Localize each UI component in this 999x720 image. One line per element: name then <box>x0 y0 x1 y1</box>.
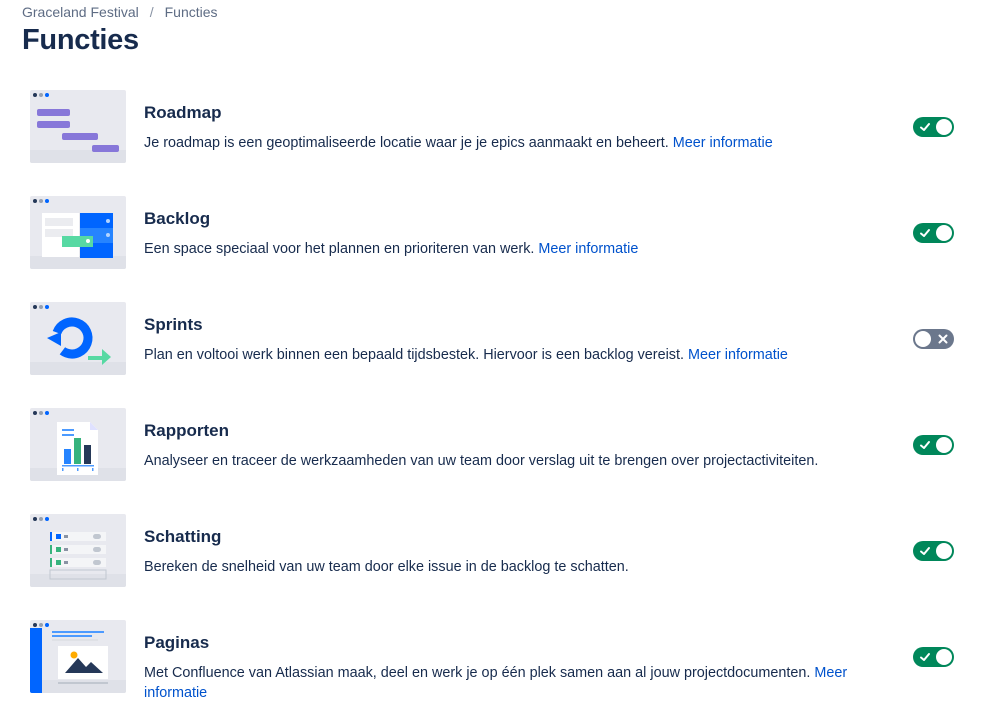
feature-title: Backlog <box>144 209 211 228</box>
feature-title: Paginas <box>144 633 210 652</box>
feature-description: Analyseer en traceer de werkzaamheden van uw team door verslag uit te brengen over projectactiviteiten. <box>144 453 819 469</box>
more-info-link[interactable]: Meer informatie <box>687 347 788 363</box>
feature-sprints <box>30 302 960 376</box>
feature-description: Een space speciaal voor het plannen en prioriteren van werk. Meer informatie <box>144 241 639 257</box>
breadcrumb-project-link[interactable]: Graceland Festival <box>22 4 139 20</box>
more-info-link[interactable]: Meer informatie <box>672 135 773 151</box>
breadcrumb-separator: / <box>149 4 154 20</box>
roadmap-illustration-icon <box>30 90 126 163</box>
feature-roadmap <box>30 90 960 164</box>
reports-illustration-icon <box>30 408 126 481</box>
more-info-link[interactable]: Meer informatie <box>144 665 848 701</box>
more-info-link[interactable]: Meer informatie <box>538 241 639 257</box>
backlog-illustration-icon <box>30 196 126 269</box>
feature-description: Bereken de snelheid van uw team door elke issue in de backlog te schatten. <box>144 559 629 575</box>
check-icon <box>919 545 931 557</box>
feature-title: Schatting <box>144 527 222 546</box>
backlog-toggle[interactable] <box>913 223 954 243</box>
feature-description: Met Confluence van Atlassian maak, deel en werk je op één plek samen aan al jouw projectdocumenten. Meer informatie <box>144 665 848 701</box>
breadcrumb <box>22 4 218 20</box>
feature-title: Rapporten <box>144 421 229 440</box>
breadcrumb-current-link[interactable]: Functies <box>164 4 218 20</box>
sprints-toggle[interactable] <box>913 329 954 349</box>
reports-toggle[interactable] <box>913 435 954 455</box>
pages-illustration-icon <box>30 620 126 693</box>
feature-description: Je roadmap is een geoptimaliseerde locatie waar je je epics aanmaakt en beheert. Meer informatie <box>144 135 773 151</box>
check-icon <box>919 227 931 239</box>
check-icon <box>919 651 931 663</box>
estimation-illustration-icon <box>30 514 126 587</box>
feature-description: Plan en voltooi werk binnen een bepaald tijdsbestek. Hiervoor is een backlog vereist. Meer informatie <box>144 347 788 363</box>
check-icon <box>919 121 931 133</box>
sprints-illustration-icon <box>30 302 126 375</box>
roadmap-toggle[interactable] <box>913 117 954 137</box>
feature-estimation <box>30 514 960 588</box>
feature-backlog <box>30 196 960 270</box>
estimation-toggle[interactable] <box>913 541 954 561</box>
feature-reports <box>30 408 960 482</box>
close-icon <box>937 333 949 345</box>
pages-toggle[interactable] <box>913 647 954 667</box>
feature-title: Roadmap <box>144 103 222 122</box>
page-title: Functies <box>22 24 139 56</box>
feature-pages <box>30 620 960 701</box>
check-icon <box>919 439 931 451</box>
feature-title: Sprints <box>144 315 203 334</box>
